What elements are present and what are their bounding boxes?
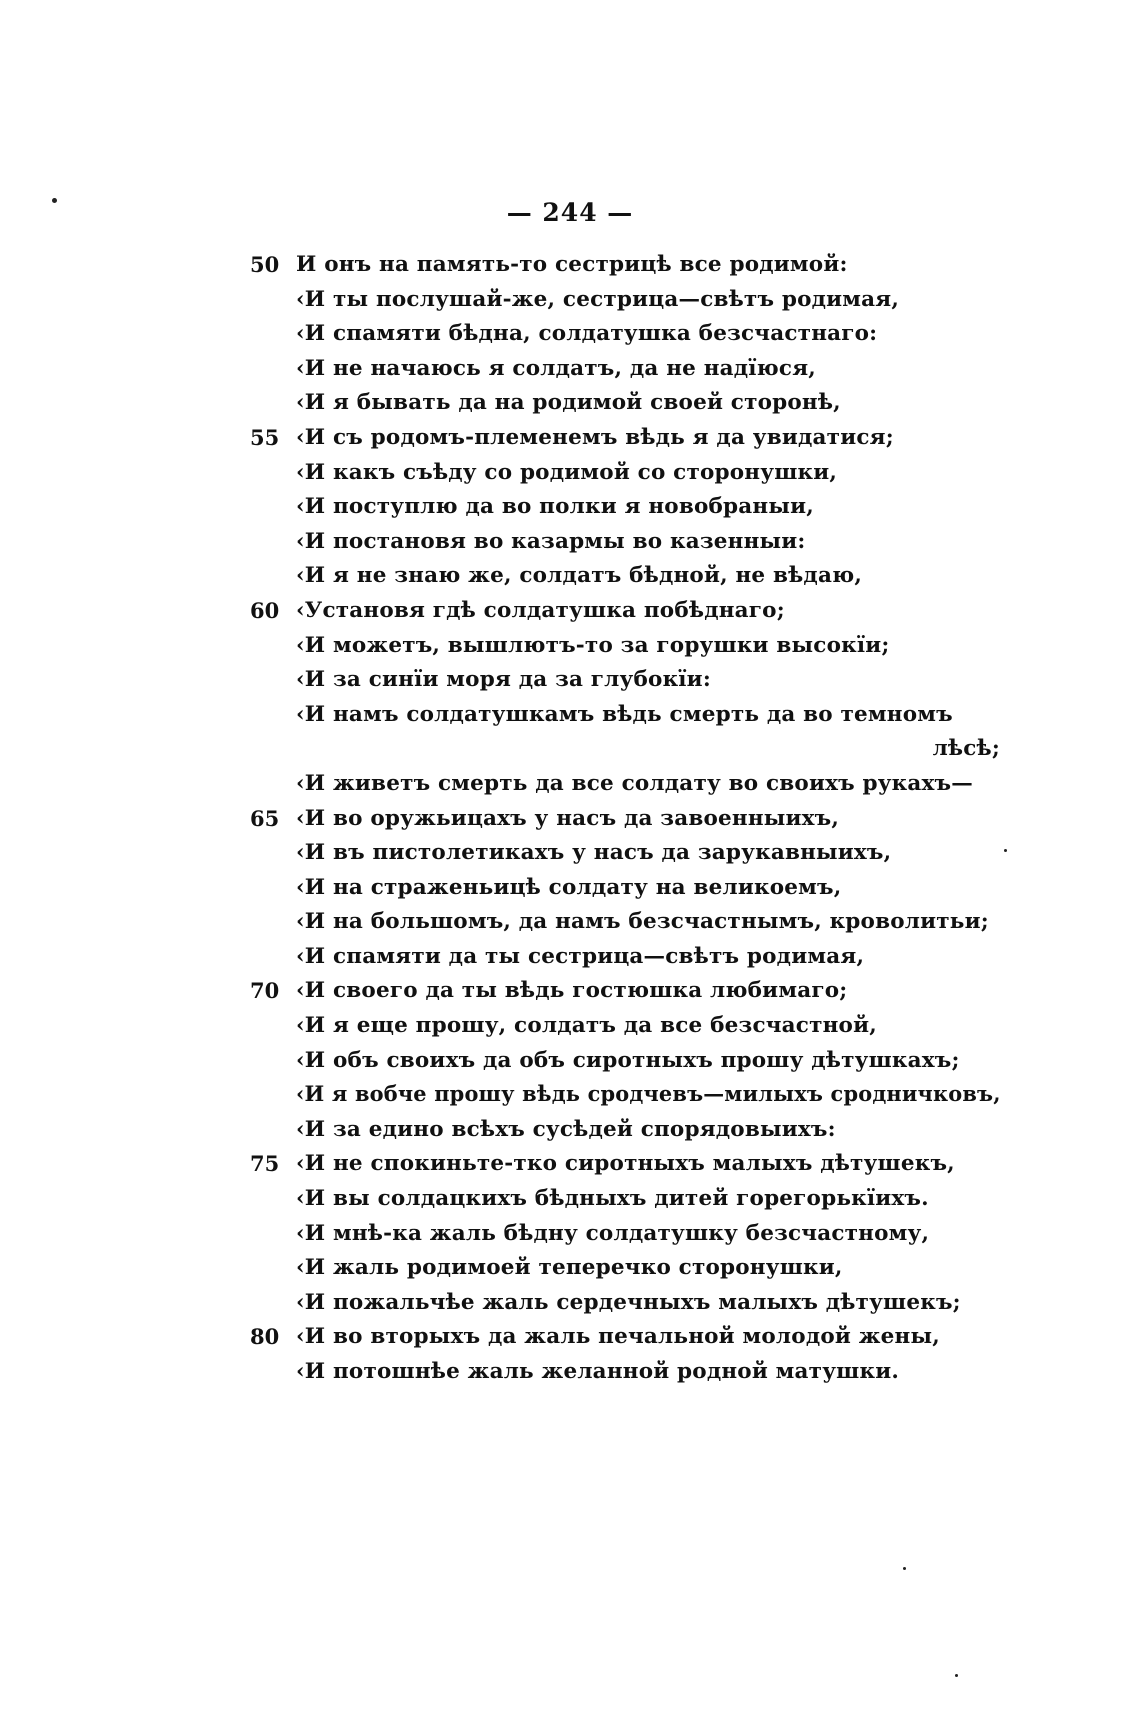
line-text: ‹И можетъ, вышлютъ-то за горушки высокїи; (296, 632, 890, 658)
poem-line (250, 905, 1000, 940)
line-number: 70 (250, 978, 280, 1004)
line-number: 80 (250, 1324, 280, 1350)
line-text: ‹И въ пистолетикахъ у насъ да зарукавныихъ, (296, 840, 892, 866)
line-text: ‹И постановя во казармы во казенныи: (296, 528, 806, 554)
line-text: ‹И я вобче прошу вѣдь сродчевъ—милыхъ сродничковъ, (296, 1082, 1001, 1108)
line-number: 50 (250, 252, 280, 277)
poem-line (250, 317, 1000, 352)
poem-line (250, 1044, 1000, 1079)
line-number: 60 (250, 597, 280, 623)
poem-line (250, 1147, 1000, 1182)
poem-line (250, 386, 1000, 421)
line-text: ‹И объ своихъ да объ сиротныхъ прошу дѣтушкахъ; (296, 1047, 960, 1073)
line-number: 65 (250, 805, 280, 831)
poem-line (250, 974, 1000, 1009)
line-continuation: лѣсѣ; (932, 736, 1000, 762)
print-speck (52, 198, 57, 203)
line-text: ‹И во вторыхъ да жаль печальной молодой жены, (296, 1324, 940, 1350)
line-text: ‹И жаль родимоей теперечко сторонушки, (296, 1255, 843, 1281)
poem-line (250, 1009, 1000, 1044)
poem-line (250, 629, 1000, 664)
line-text: ‹И живетъ смерть да все солдату во своихъ рукахъ— (296, 770, 973, 796)
poem-line (250, 1355, 1000, 1390)
line-text: ‹И своего да ты вѣдь гостюшка любимаго; (296, 978, 848, 1004)
line-text: ‹И спамяти бѣдна, солдатушка безсчастнаго: (296, 321, 878, 347)
line-text: ‹И какъ съѣду со родимой со сторонушки, (296, 459, 838, 485)
line-text: ‹И я еще прошу, солдатъ да все безсчастной, (296, 1013, 877, 1039)
line-text: ‹И поступлю да во полки я новобраныи, (296, 494, 814, 520)
line-text: ‹И мнѣ-ка жаль бѣдну солдатушку безсчастному, (296, 1220, 930, 1246)
line-text: ‹Установя гдѣ солдатушка побѣднаго; (296, 597, 785, 623)
poem-line (250, 802, 1000, 837)
poem-line (250, 1113, 1000, 1148)
line-number: 75 (250, 1151, 280, 1177)
poem-line (250, 698, 1000, 733)
poem-line (250, 352, 1000, 387)
poem-line (250, 1251, 1000, 1286)
line-text: ‹И спамяти да ты сестрица—свѣтъ родимая, (296, 943, 865, 969)
poem-line (250, 940, 1000, 975)
line-text: ‹И вы солдацкихъ бѣдныхъ дитей горегорькїихъ. (296, 1186, 929, 1212)
line-number: 55 (250, 424, 280, 450)
poem-line (250, 559, 1000, 594)
poem-line (250, 490, 1000, 525)
poem-line (250, 283, 1000, 318)
page-number: — 244 — (506, 198, 634, 227)
line-text: ‹И пожальчѣе жаль сердечныхъ малыхъ дѣтушекъ; (296, 1289, 961, 1315)
poem-line (250, 421, 1000, 456)
poem-line (250, 456, 1000, 491)
line-text: ‹И я бывать да на родимой своей сторонѣ, (296, 390, 841, 416)
poem-line (250, 525, 1000, 560)
print-speck (1004, 849, 1007, 852)
line-text: ‹И за синїи моря да за глубокїи: (296, 667, 711, 693)
line-text: ‹И не спокиньте-тко сиротныхъ малыхъ дѣтушекъ, (296, 1151, 955, 1177)
poem-line (250, 663, 1000, 698)
poem-line (250, 871, 1000, 906)
poem-line (250, 1320, 1000, 1355)
line-text: ‹И ты послушай-же, сестрица—свѣтъ родимая, (296, 286, 900, 312)
print-speck (903, 1567, 906, 1570)
poem-line (250, 836, 1000, 871)
poem-line (250, 1217, 1000, 1252)
poem-line (250, 767, 1000, 802)
poem-line (250, 1182, 1000, 1217)
line-text: ‹И на страженьицѣ солдату на великоемъ, (296, 874, 842, 900)
poem-line (250, 732, 1000, 767)
line-text: ‹И на большомъ, да намъ безсчастнымъ, кроволитьи; (296, 909, 989, 935)
poem-line (250, 594, 1000, 629)
line-text: И онъ на память-то сестрицѣ все родимой: (296, 252, 848, 277)
line-text: ‹И потошнѣе жаль желанной родной матушки. (296, 1359, 900, 1384)
line-text: ‹И я не знаю же, солдатъ бѣдной, не вѣдаю, (296, 563, 863, 589)
line-text: ‹И за едино всѣхъ сусѣдей спорядовыихъ: (296, 1116, 836, 1142)
poem-line (250, 1286, 1000, 1321)
poem-line (250, 1078, 1000, 1113)
line-text: ‹И съ родомъ-племенемъ вѣдь я да увидатися; (296, 424, 894, 450)
line-text: ‹И во оружьицахъ у насъ да завоенныихъ, (296, 805, 840, 831)
poem-text (250, 248, 1000, 1390)
poem-line (250, 248, 1000, 283)
line-text: ‹И не начаюсь я солдатъ, да не надїюся, (296, 355, 816, 381)
line-text: ‹И намъ солдатушкамъ вѣдь смерть да во темномъ (296, 701, 953, 727)
print-speck (955, 1674, 958, 1677)
